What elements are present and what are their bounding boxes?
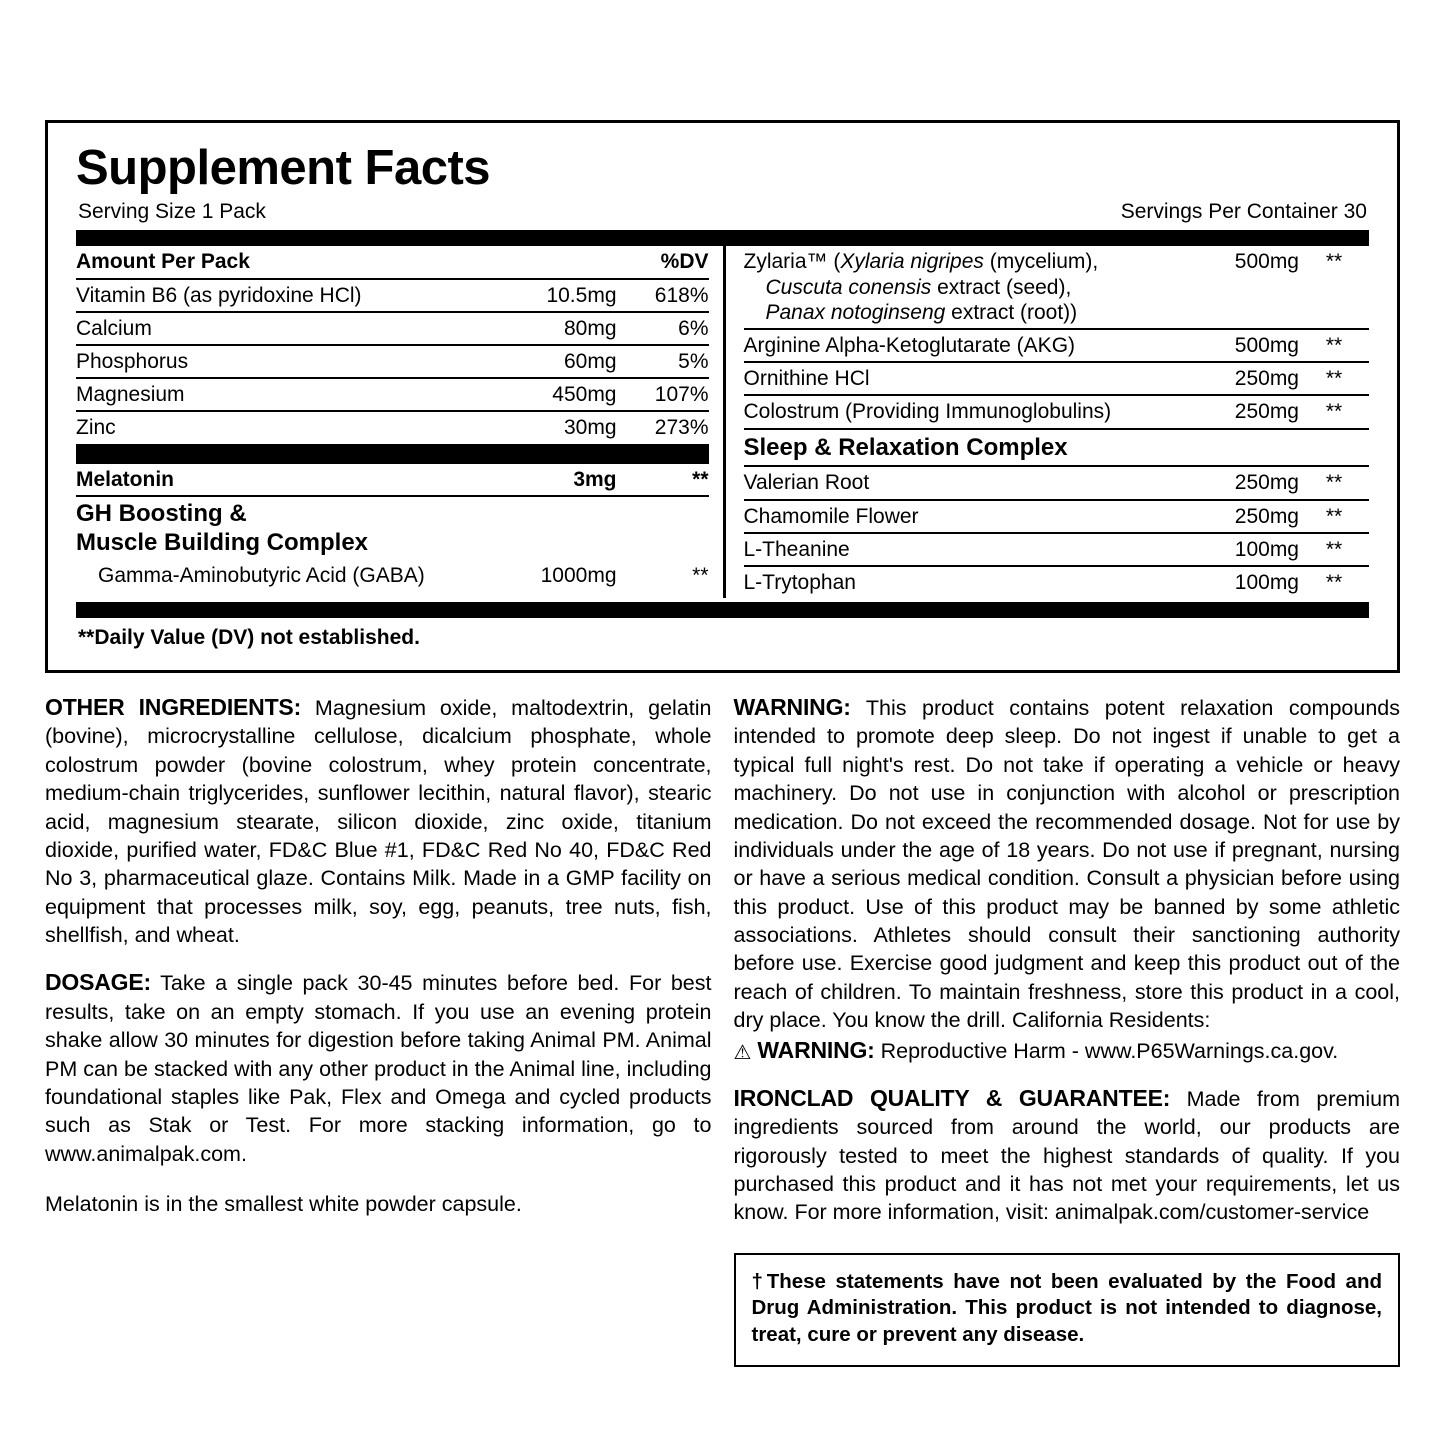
zylaria-line3-suffix: extract (root))	[945, 300, 1078, 324]
nutrient-amount: 500mg	[1234, 334, 1299, 357]
table-row	[76, 345, 709, 378]
warning-text: This product contains potent relaxation compounds intended to promote deep sleep. Do not ingest if unable to get a typical full night's rest. Do not take if operating a vehicle or heavy machinery. Do not use in conjunction with alcohol or prescription medication. Do not exceed the recommended dosage. Not for use by individuals under the age of 18 years. Do not use if pregnant, nursing or have a serious medical condition. Consult a physician before using this product. Use of this product may be banned by some athletic associations. Athletes should consult their sanctioning authority before use. Exercise good judgment and keep this product out of the reach of children. To maintain freshness, store this product in a cool, dry place. You know the drill. California Residents:	[733, 696, 1400, 1033]
panel-left-column	[76, 246, 723, 598]
nutrient-name: Zinc	[76, 416, 116, 440]
lower-right-column	[734, 692, 1401, 1367]
other-ingredients-text: Magnesium oxide, maltodextrin, gelatin (bovine), microcrystalline cellulose, dicalcium phosphate, whole colostrum powder (bovine colostrum, whey protein concentrate, medium-chain triglycerides, sunflower lecithin, natural flavor), stearic acid, magnesium stearate, silicon dioxide, zinc oxide, titanium dioxide, purified water, FD&C Blue #1, FD&C Red No 40, FD&C Red No 3, pharmaceutical glaze. Contains Milk. Made in a GMP facility on equipment that processes milk, soy, egg, peanuts, tree nuts, fish, shellfish, and wheat.	[45, 696, 712, 947]
dv-footnote: **Daily Value (DV) not established.	[78, 626, 420, 650]
lower-left-column	[45, 692, 712, 1367]
dosage-text: Take a single pack 30-45 minutes before bed. For best results, take on an empty stomach. If you use an evening protein shake allow 30 minutes for digestion before taking Animal PM. Animal PM can be stacked with any other product in the Animal line, including foundational staples like Pak, Flex and Omega and cycled products such as Stak or Test. For more stacking information, go to www.animalpak.com.	[45, 971, 712, 1166]
nutrient-name: Colostrum (Providing Immunoglobulins)	[743, 400, 1112, 424]
zylaria-line1-prefix: Zylaria™ (	[743, 250, 841, 274]
sleep-group-heading	[744, 429, 1370, 467]
table-row	[744, 466, 1370, 499]
nutrient-dv: **	[1325, 471, 1343, 495]
zylaria-line1-suffix: (mycelium),	[983, 250, 1099, 274]
nutrient-dv: 5%	[678, 350, 709, 373]
nutrient-dv: 6%	[678, 316, 709, 340]
table-row	[744, 362, 1370, 395]
prop65-text: Reproductive Harm - www.P65Warnings.ca.gov.	[874, 1038, 1339, 1063]
zylaria-name	[744, 246, 1150, 329]
prop65-label: WARNING:	[757, 1036, 875, 1063]
nutrient-dv: **	[692, 467, 709, 491]
nutrient-dv: 618%	[654, 283, 709, 307]
right-nutrient-table	[744, 246, 1370, 598]
nutrient-amount: 450mg	[552, 383, 617, 407]
panel-bottom-rule	[76, 602, 1369, 618]
nutrient-amount: 100mg	[1234, 537, 1299, 561]
nutrient-amount: 3mg	[573, 467, 617, 491]
nutrient-dv: **	[692, 564, 709, 588]
nutrient-name: Gamma-Aminobutyric Acid (GABA)	[98, 564, 425, 588]
warning-paragraph	[734, 692, 1401, 1065]
nutrient-name: Chamomile Flower	[743, 504, 919, 528]
fda-disclaimer-text: †These statements have not been evaluated by the Food and Drug Administration. This product is not intended to diagnose, treat, cure or prevent any disease.	[751, 1269, 1382, 1347]
zylaria-line3-italic: Panax notoginseng	[765, 300, 946, 324]
serving-size: Serving Size 1 Pack	[78, 200, 266, 224]
nutrient-amount: 250mg	[1234, 367, 1299, 391]
table-row	[744, 500, 1370, 533]
nutrient-amount: 250mg	[1234, 504, 1299, 528]
table-row	[744, 533, 1370, 566]
table-header-row	[76, 246, 709, 278]
nutrient-name: Phosphorus	[76, 350, 189, 373]
amount-per-pack-header: Amount Per Pack	[76, 250, 250, 274]
zylaria-line2-italic: Cuscuta conensis	[765, 275, 932, 299]
melatonin-row	[76, 464, 709, 496]
nutrient-name: L-Trytophan	[743, 570, 856, 594]
melatonin-note: Melatonin is in the smallest white powder capsule.	[45, 1192, 522, 1216]
nutrient-amount: 30mg	[563, 416, 617, 440]
zylaria-line2-suffix: extract (seed),	[931, 275, 1072, 299]
table-row	[76, 312, 709, 345]
lower-text-area	[45, 692, 1400, 1367]
other-ingredients-paragraph	[45, 692, 712, 949]
servings-per-container: Servings Per Container 30	[1120, 200, 1367, 224]
table-row	[744, 566, 1370, 598]
guarantee-label: IRONCLAD QUALITY & GUARANTEE:	[733, 1084, 1171, 1111]
nutrient-dv: **	[1325, 334, 1343, 357]
panel-right-column	[723, 246, 1370, 598]
table-row	[76, 378, 709, 411]
nutrient-name: Magnesium	[76, 383, 185, 407]
nutrient-dv: **	[1325, 537, 1343, 561]
panel-top-rule	[76, 230, 1369, 246]
nutrient-amount: 60mg	[563, 350, 617, 373]
gh-group-heading	[76, 496, 709, 561]
gh-group-line2: Muscle Building Complex	[76, 528, 369, 556]
gh-group-line1: GH Boosting &	[76, 499, 247, 527]
table-row	[76, 560, 709, 591]
table-row	[76, 279, 709, 312]
guarantee-text: Made from premium ingredients sourced from around the world, our products are rigorously tested to meet the highest standards of quality. If you purchased this product and it has not met your requirements, let us know. For more information, visit: animalpak.com/customer-service	[733, 1086, 1400, 1225]
warning-triangle-icon: ⚠	[733, 1041, 752, 1064]
table-row	[744, 395, 1370, 428]
dosage-label: DOSAGE:	[45, 969, 151, 996]
nutrient-dv: 273%	[654, 416, 709, 440]
zylaria-line1-italic: Xylaria nigripes	[840, 250, 984, 274]
nutrient-amount: 100mg	[1234, 570, 1299, 594]
nutrient-amount: 250mg	[1234, 471, 1299, 495]
nutrient-name: Vitamin B6 (as pyridoxine HCl)	[76, 283, 362, 307]
panel-title: Supplement Facts	[76, 141, 491, 195]
nutrient-amount: 250mg	[1234, 400, 1299, 424]
panel-columns	[76, 246, 1369, 598]
serving-info	[76, 196, 1369, 228]
nutrient-name: Valerian Root	[743, 471, 870, 495]
left-nutrient-table	[76, 246, 709, 591]
dv-header: %DV	[660, 250, 709, 274]
nutrient-amount: 1000mg	[540, 564, 617, 588]
nutrient-name: Calcium	[76, 316, 152, 340]
nutrient-amount: 80mg	[563, 316, 617, 340]
section-divider-bar	[76, 444, 709, 464]
nutrient-name: Melatonin	[76, 467, 174, 491]
nutrient-dv: **	[1325, 570, 1343, 594]
nutrient-amount: 10.5mg	[546, 283, 617, 307]
zylaria-row	[744, 246, 1370, 329]
dosage-paragraph	[45, 967, 712, 1168]
sleep-group-label: Sleep & Relaxation Complex	[743, 433, 1068, 461]
table-row	[76, 411, 709, 443]
supplement-facts-panel	[45, 120, 1400, 673]
table-row	[744, 329, 1370, 362]
other-ingredients-label: OTHER INGREDIENTS:	[45, 694, 302, 720]
nutrient-dv: **	[1325, 367, 1343, 391]
warning-label: WARNING:	[733, 694, 851, 720]
fda-disclaimer-box	[734, 1253, 1401, 1367]
nutrient-amount: 500mg	[1234, 250, 1299, 274]
nutrient-dv: **	[1325, 250, 1343, 274]
guarantee-paragraph	[734, 1083, 1401, 1227]
nutrient-name: L-Theanine	[743, 537, 850, 561]
nutrient-dv: **	[1325, 400, 1343, 424]
nutrient-dv: 107%	[654, 383, 709, 407]
nutrient-name: Ornithine HCl	[743, 367, 870, 391]
nutrient-dv: **	[1325, 504, 1343, 528]
nutrient-name: Arginine Alpha-Ketoglutarate (AKG)	[743, 334, 1076, 357]
